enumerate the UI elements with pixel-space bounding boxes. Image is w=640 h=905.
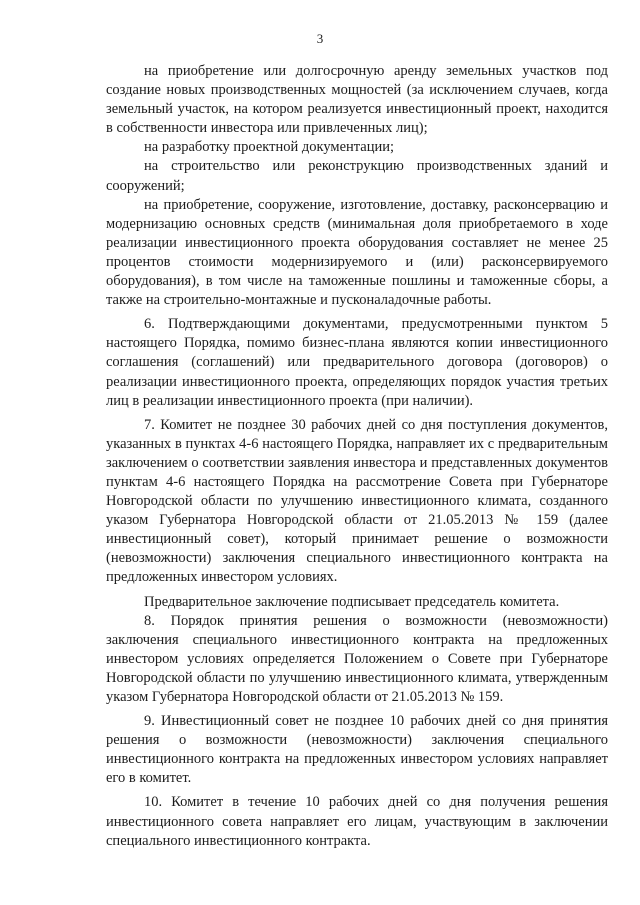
page-number: 3 — [316, 31, 324, 46]
paragraph-construction: на строительство или реконструкцию производственных зданий и сооружений; — [106, 158, 608, 194]
paragraph-design-documentation: на разработку проектной документации; — [144, 139, 395, 156]
document-body — [106, 62, 608, 851]
paragraph-fixed-assets: на приобретение, сооружение, изготовление, доставку, расконсервацию и модернизацию основных средств (минимальная доля приобретаемого в ходе реализации инвестиционного проекта оборудования составляет не менее 25 процентов стоимости модернизируемого и (или) расконсервируемого оборудования), в том числе на таможенные пошлины и таможенные сборы, а также на строительно-монтажные и пусконаладочные работы. — [106, 196, 608, 309]
paragraph-item-9: 9. Инвестиционный совет не позднее 10 рабочих дней со дня принятия решения о возможности (невозможности) заключения специального инвестиционного контракта на предложенных инвестором условиях направляет его в комитет. — [106, 713, 608, 787]
paragraph-item-10: 10. Комитет в течение 10 рабочих дней со дня получения решения инвестиционного совета направляет его лицам, участвующим в заключении специального инвестиционного контракта. — [106, 794, 608, 849]
paragraph-preliminary-conclusion: Предварительное заключение подписывает председатель комитета. — [144, 593, 560, 610]
paragraph-item-6: 6. Подтверждающими документами, предусмотренными пунктом 5 настоящего Порядка, помимо бизнес-плана являются копии инвестиционного соглашения (соглашений) или предварительного договора (договоров) о реализации инвестиционного проекта, определяющих порядок участия третьих лиц в реализации инвестиционного проекта (при наличии). — [106, 316, 608, 409]
paragraph-item-7: 7. Комитет не позднее 30 рабочих дней со дня поступления документов, указанных в пунктах 4-6 настоящего Порядка, направляет их с предварительным заключением о соответствии заявления инвестора и представленных документов пунктам 4-6 настоящего Порядка на рассмотрение Совета при Губернаторе Новгородской области по улучшению инвестиционного климата, созданного указом Губернатора Новгородской области от 21.05.2013 № 159 (далее инвестиционный совет), который принимает решение о возможности (невозможности) заключения специального инвестиционного контракта на предложенных инвестором условиях. — [106, 416, 608, 586]
paragraph-item-8: 8. Порядок принятия решения о возможности (невозможности) заключения специального инвестиционного контракта на предложенных инвестором условиях определяется Положением о Совете при Губернаторе Новгородской области по улучшению инвестиционного климата, утвержденным указом Губернатора Новгородской области от 21.05.2013 № 159. — [106, 612, 608, 705]
paragraph-land-acquisition: на приобретение или долгосрочную аренду земельных участков под создание новых производственных мощностей (за исключением случаев, когда земельный участок, на котором реализуется инвестиционный проект, находится в собственности инвестора или привлеченных лиц); — [106, 63, 608, 137]
